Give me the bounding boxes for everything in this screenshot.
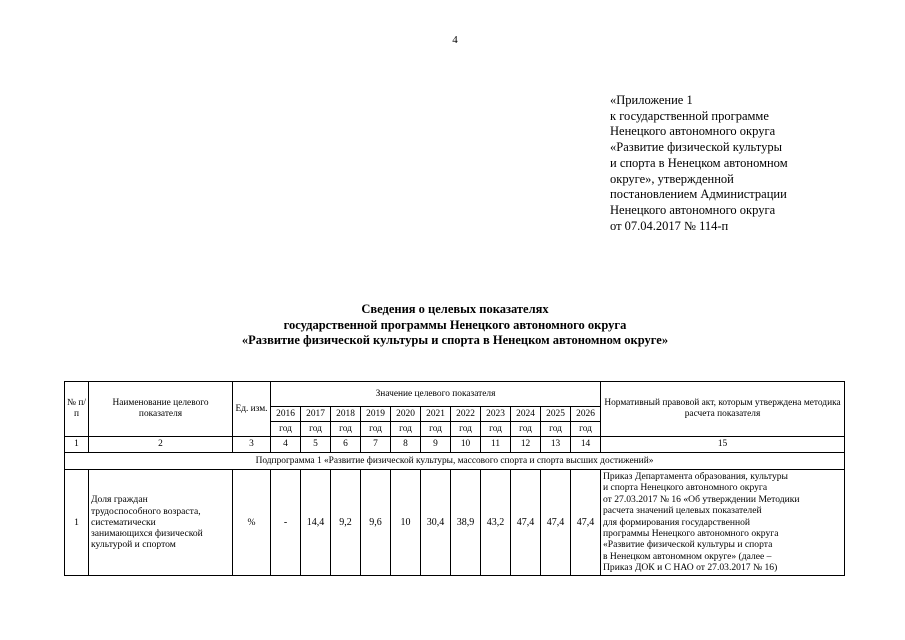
row-name-line: занимающихся физической <box>91 527 203 539</box>
header-year: 2016 <box>271 407 301 422</box>
column-number: 1 <box>65 437 89 453</box>
column-number: 11 <box>481 437 511 453</box>
header-year-unit: год <box>421 422 451 437</box>
appendix-line: Ненецкого автономного округа <box>610 124 776 139</box>
appendix-line: «Развитие физической культуры <box>610 140 782 155</box>
subprogram-heading: Подпрограмма 1 «Развитие физической культуры, массового спорта и спорта высших достижений» <box>65 453 845 470</box>
header-name: Наименование целевого показателя <box>89 382 233 437</box>
row-act-line: Приказ Департамента образования, культуры <box>603 471 789 482</box>
column-number: 7 <box>361 437 391 453</box>
column-number: 5 <box>301 437 331 453</box>
appendix-line: постановлением Администрации <box>610 187 787 202</box>
row-value: 43,2 <box>481 470 511 576</box>
row-unit: % <box>233 470 271 576</box>
header-values-group: Значение целевого показателя <box>271 382 601 407</box>
row-value: 14,4 <box>301 470 331 576</box>
appendix-note <box>610 93 850 234</box>
header-year: 2022 <box>451 407 481 422</box>
header-unit: Ед. изм. <box>233 382 271 437</box>
column-number: 13 <box>541 437 571 453</box>
header-year-unit: год <box>301 422 331 437</box>
header-year: 2026 <box>571 407 601 422</box>
header-year-unit: год <box>391 422 421 437</box>
table-row <box>65 470 845 576</box>
row-legal-act <box>601 470 845 576</box>
header-year: 2019 <box>361 407 391 422</box>
row-name-line: Доля граждан <box>91 494 148 506</box>
indicators-table <box>64 381 845 576</box>
appendix-line: Ненецкого автономного округа <box>610 202 776 217</box>
column-number: 12 <box>511 437 541 453</box>
column-number: 2 <box>89 437 233 453</box>
column-number: 4 <box>271 437 301 453</box>
column-number: 15 <box>601 437 845 453</box>
header-year-unit: год <box>451 422 481 437</box>
header-year-unit: год <box>571 422 601 437</box>
header-year: 2023 <box>481 407 511 422</box>
column-number: 3 <box>233 437 271 453</box>
row-value: - <box>271 470 301 576</box>
row-act-line: «Развитие физической культуры и спорта <box>603 539 773 551</box>
row-act-line: Приказ ДОК и С НАО от 27.03.2017 № 16) <box>603 562 778 574</box>
row-num: 1 <box>65 470 89 576</box>
row-value: 47,4 <box>541 470 571 576</box>
header-num: № п/п <box>65 382 89 437</box>
column-number: 8 <box>391 437 421 453</box>
row-name-line: систематически <box>91 516 156 528</box>
row-value: 10 <box>391 470 421 576</box>
title-line: «Развитие физической культуры и спорта в Ненецком автономном округе» <box>241 333 669 347</box>
column-number: 10 <box>451 437 481 453</box>
row-act-line: программы Ненецкого автономного округа <box>603 528 779 540</box>
row-value: 30,4 <box>421 470 451 576</box>
document-title <box>120 302 790 349</box>
header-year-unit: год <box>511 422 541 437</box>
header-act: Нормативный правовой акт, которым утверждена методика расчета показателя <box>601 382 845 437</box>
header-year-unit: год <box>331 422 361 437</box>
page-number: 4 <box>452 34 458 46</box>
appendix-line: «Приложение 1 <box>610 93 693 107</box>
column-number: 14 <box>571 437 601 453</box>
row-name-line: культурой и спортом <box>91 539 176 551</box>
header-year: 2021 <box>421 407 451 422</box>
appendix-line: округе», утвержденной <box>610 171 734 186</box>
row-act-line: и спорта Ненецкого автономного округа <box>603 482 768 494</box>
row-value: 47,4 <box>511 470 541 576</box>
title-line: Сведения о целевых показателях <box>361 302 549 316</box>
header-year-unit: год <box>271 422 301 437</box>
row-name-line: трудоспособного возраста, <box>91 505 201 517</box>
row-act-line: от 27.03.2017 № 16 «Об утверждении Методики <box>603 493 800 505</box>
header-year: 2025 <box>541 407 571 422</box>
column-number: 9 <box>421 437 451 453</box>
header-year-unit: год <box>481 422 511 437</box>
row-value: 38,9 <box>451 470 481 576</box>
row-value: 47,4 <box>571 470 601 576</box>
row-value: 9,6 <box>361 470 391 576</box>
appendix-line: от 07.04.2017 № 114-п <box>610 218 729 233</box>
header-year-unit: год <box>361 422 391 437</box>
header-year: 2017 <box>301 407 331 422</box>
appendix-line: и спорта в Ненецком автономном <box>610 155 788 170</box>
column-number: 6 <box>331 437 361 453</box>
header-year-unit: год <box>541 422 571 437</box>
header-year: 2020 <box>391 407 421 422</box>
row-act-line: расчета значений целевых показателей <box>603 505 762 517</box>
row-value: 9,2 <box>331 470 361 576</box>
appendix-line: к государственной программе <box>610 108 769 123</box>
row-act-line: в Ненецком автономном округе» (далее – <box>603 550 772 562</box>
header-year: 2018 <box>331 407 361 422</box>
title-line: государственной программы Ненецкого автономного округа <box>283 317 627 332</box>
row-act-line: для формирования государственной <box>603 516 751 528</box>
header-year: 2024 <box>511 407 541 422</box>
row-name <box>89 470 233 576</box>
